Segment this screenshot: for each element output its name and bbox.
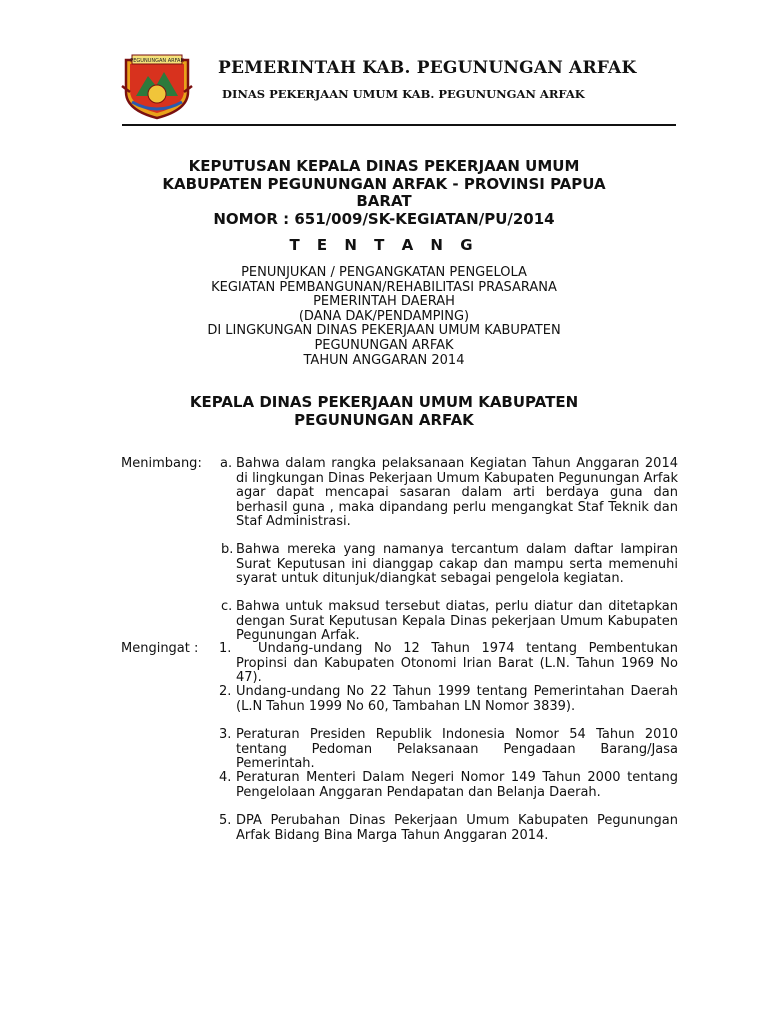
menimbang-marker-a: a.: [220, 456, 233, 471]
subject-line: TAHUN ANGGARAN 2014: [303, 352, 465, 368]
mengingat-item-2: Undang-undang No 22 Tahun 1999 tentang Pemerintahan Daerah (L.N Tahun 1999 No 60, Tambahan LN Nomor 3839).: [236, 684, 678, 714]
mengingat-marker-4: 4.: [219, 770, 232, 785]
menimbang-item-a: Bahwa dalam rangka pelaksanaan Kegiatan Tahun Anggaran 2014 di lingkungan Dinas Pekerjaan Umum Kabupaten Pegunungan Arfak agar dapat mencapai sasaran dalam arti berdaya guna dan berhasil guna , maka dipandang perlu mengangkat Staf Teknik dan Staf Administrasi.: [236, 456, 678, 529]
menimbang-label: Menimbang:: [121, 456, 202, 471]
header-government-name: PEMERINTAH KAB. PEGUNUNGAN ARFAK: [218, 58, 637, 78]
decree-number: NOMOR : 651/009/SK-KEGIATAN/PU/2014: [213, 209, 555, 228]
issuer-line2: PEGUNUNGAN ARFAK: [294, 410, 474, 429]
menimbang-item-b: Bahwa mereka yang namanya tercantum dalam daftar lampiran Surat Keputusan ini dianggap cakap dan mampu serta memenuhi syarat untuk ditunjuk/diangkat sebagai pengelola kegiatan.: [236, 542, 678, 586]
menimbang-marker-c: c.: [221, 599, 233, 614]
decree-title: [100, 158, 668, 228]
menimbang-marker-b: b.: [221, 542, 234, 557]
header-divider: [122, 124, 676, 126]
menimbang-item-c: Bahwa untuk maksud tersebut diatas, perlu diatur dan ditetapkan dengan Surat Keputusan Kepala Dinas pekerjaan Umum Kabupaten Pegunungan Arfak.: [236, 599, 678, 643]
logo-text: PEGUNUNGAN ARFAK: [130, 58, 184, 64]
mengingat-marker-1: 1.: [219, 641, 232, 656]
decree-title-line2: KABUPATEN PEGUNUNGAN ARFAK - PROVINSI PAPUA: [162, 174, 606, 193]
mengingat-marker-5: 5.: [219, 813, 232, 828]
mengingat-item-5: DPA Perubahan Dinas Pekerjaan Umum Kabupaten Pegunungan Arfak Bidang Bina Marga Tahun Anggaran 2014.: [236, 813, 678, 843]
subject-line: PEMERINTAH DAERAH: [313, 294, 455, 310]
mengingat-item-4: Peraturan Menteri Dalam Negeri Nomor 149 Tahun 2000 tentang Pengelolaan Anggaran Pendapatan dan Belanja Daerah.: [236, 770, 678, 800]
tentang-heading: T E N T A N G: [289, 236, 479, 254]
subject-line: PEGUNUNGAN ARFAK: [314, 337, 454, 353]
decree-title-line1: KEPUTUSAN KEPALA DINAS PEKERJAAN UMUM: [188, 157, 580, 175]
subject-line: DI LINGKUNGAN DINAS PEKERJAAN UMUM KABUPATEN: [207, 323, 561, 339]
subject-line: PENUNJUKAN / PENGANGKATAN PENGELOLA: [241, 265, 527, 280]
mengingat-label: Mengingat :: [121, 641, 199, 656]
subject-line: KEGIATAN PEMBANGUNAN/REHABILITASI PRASARANA: [211, 279, 557, 295]
issuer-heading: [100, 394, 668, 429]
mengingat-item-1: Undang-undang No 12 Tahun 1974 tentang Pembentukan Propinsi dan Kabupaten Otonomi Irian Barat (L.N. Tahun 1969 No 47).: [236, 641, 678, 685]
decree-subject: [100, 266, 668, 368]
issuer-line1: KEPALA DINAS PEKERJAAN UMUM KABUPATEN: [189, 393, 579, 411]
decree-title-line3: BARAT: [356, 192, 412, 210]
subject-line: (DANA DAK/PENDAMPING): [298, 308, 470, 324]
regency-emblem-logo: [118, 52, 196, 120]
mengingat-marker-2: 2.: [219, 684, 232, 699]
mengingat-item-3: Peraturan Presiden Republik Indonesia Nomor 54 Tahun 2010 tentang Pedoman Pelaksanaan Pengadaan Barang/Jasa Pemerintah.: [236, 727, 678, 771]
header-department-name: DINAS PEKERJAAN UMUM KAB. PEGUNUNGAN ARFAK: [222, 87, 585, 101]
mengingat-marker-3: 3.: [219, 727, 232, 742]
